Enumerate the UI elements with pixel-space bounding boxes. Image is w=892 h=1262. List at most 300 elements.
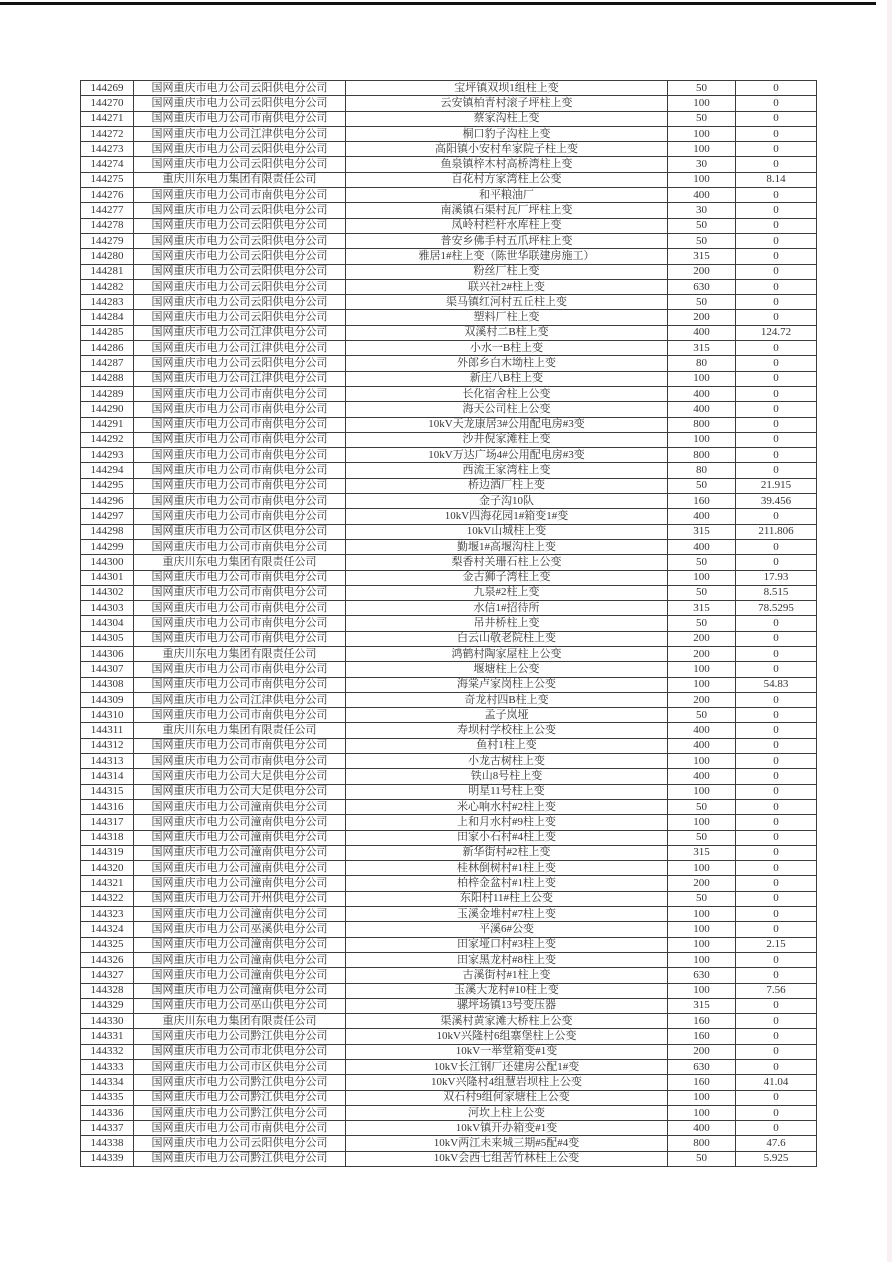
table-row bbox=[81, 708, 817, 723]
cell-company-name: 国网重庆市电力公司巫山供电分公司 bbox=[134, 998, 346, 1013]
cell-value: 2.15 bbox=[736, 937, 817, 952]
cell-value: 0 bbox=[736, 356, 817, 371]
cell-value: 78.5295 bbox=[736, 601, 817, 616]
table-row bbox=[81, 218, 817, 233]
cell-company-name: 国网重庆市电力公司潼南供电分公司 bbox=[134, 845, 346, 860]
cell-value: 0 bbox=[736, 96, 817, 111]
cell-capacity: 100 bbox=[668, 815, 736, 830]
cell-company-name: 国网重庆市电力公司市南供电分公司 bbox=[134, 386, 346, 401]
table-row bbox=[81, 172, 817, 187]
cell-capacity: 50 bbox=[668, 1151, 736, 1166]
cell-value: 0 bbox=[736, 218, 817, 233]
table-row bbox=[81, 646, 817, 661]
cell-capacity: 160 bbox=[668, 494, 736, 509]
cell-transformer-name: 古溪街村#1柱上变 bbox=[346, 968, 668, 983]
cell-value: 0 bbox=[736, 264, 817, 279]
cell-company-name: 重庆川东电力集团有限责任公司 bbox=[134, 723, 346, 738]
cell-record-id: 144275 bbox=[81, 172, 134, 187]
table-row bbox=[81, 448, 817, 463]
cell-company-name: 国网重庆市电力公司潼南供电分公司 bbox=[134, 937, 346, 952]
cell-capacity: 100 bbox=[668, 96, 736, 111]
cell-transformer-name: 九泉#2柱上变 bbox=[346, 585, 668, 600]
cell-company-name: 国网重庆市电力公司大足供电分公司 bbox=[134, 784, 346, 799]
cell-company-name: 国网重庆市电力公司市南供电分公司 bbox=[134, 539, 346, 554]
cell-company-name: 国网重庆市电力公司市南供电分公司 bbox=[134, 111, 346, 126]
cell-record-id: 144333 bbox=[81, 1060, 134, 1075]
cell-value: 0 bbox=[736, 203, 817, 218]
table-row bbox=[81, 142, 817, 157]
table-row bbox=[81, 983, 817, 998]
cell-value: 0 bbox=[736, 998, 817, 1013]
cell-capacity: 200 bbox=[668, 310, 736, 325]
cell-record-id: 144284 bbox=[81, 310, 134, 325]
cell-value: 0 bbox=[736, 126, 817, 141]
cell-transformer-name: 平溪6#公变 bbox=[346, 922, 668, 937]
cell-company-name: 国网重庆市电力公司江津供电分公司 bbox=[134, 692, 346, 707]
cell-capacity: 100 bbox=[668, 677, 736, 692]
cell-transformer-name: 骡坪场镇13号变压器 bbox=[346, 998, 668, 1013]
cell-value: 0 bbox=[736, 249, 817, 264]
cell-record-id: 144318 bbox=[81, 830, 134, 845]
cell-capacity: 630 bbox=[668, 279, 736, 294]
cell-value: 0 bbox=[736, 1090, 817, 1105]
cell-record-id: 144281 bbox=[81, 264, 134, 279]
table-row bbox=[81, 478, 817, 493]
table-row bbox=[81, 356, 817, 371]
cell-transformer-name: 桐口豹子沟柱上变 bbox=[346, 126, 668, 141]
table-row bbox=[81, 188, 817, 203]
cell-record-id: 144302 bbox=[81, 585, 134, 600]
cell-company-name: 国网重庆市电力公司市南供电分公司 bbox=[134, 417, 346, 432]
cell-record-id: 144307 bbox=[81, 662, 134, 677]
table-row bbox=[81, 509, 817, 524]
cell-transformer-name: 10kV会西七组苦竹林柱上公变 bbox=[346, 1151, 668, 1166]
cell-value: 41.04 bbox=[736, 1075, 817, 1090]
table-row bbox=[81, 968, 817, 983]
cell-transformer-name: 小水一B柱上变 bbox=[346, 341, 668, 356]
table-row bbox=[81, 585, 817, 600]
table-row bbox=[81, 555, 817, 570]
cell-company-name: 国网重庆市电力公司市南供电分公司 bbox=[134, 631, 346, 646]
cell-record-id: 144277 bbox=[81, 203, 134, 218]
cell-transformer-name: 粉丝厂柱上变 bbox=[346, 264, 668, 279]
cell-transformer-name: 10kV天龙康居3#公用配电房#3变 bbox=[346, 417, 668, 432]
table-row bbox=[81, 631, 817, 646]
cell-record-id: 144316 bbox=[81, 799, 134, 814]
cell-company-name: 国网重庆市电力公司市南供电分公司 bbox=[134, 601, 346, 616]
cell-company-name: 国网重庆市电力公司巫溪供电分公司 bbox=[134, 922, 346, 937]
cell-record-id: 144299 bbox=[81, 539, 134, 554]
cell-record-id: 144326 bbox=[81, 952, 134, 967]
cell-value: 0 bbox=[736, 922, 817, 937]
cell-value: 8.14 bbox=[736, 172, 817, 187]
cell-capacity: 100 bbox=[668, 922, 736, 937]
page-right-edge-tint bbox=[887, 0, 892, 1262]
table-row bbox=[81, 157, 817, 172]
cell-company-name: 国网重庆市电力公司市南供电分公司 bbox=[134, 494, 346, 509]
cell-record-id: 144279 bbox=[81, 233, 134, 248]
table-body bbox=[81, 81, 817, 1167]
cell-capacity: 160 bbox=[668, 1014, 736, 1029]
cell-transformer-name: 水信1#招待所 bbox=[346, 601, 668, 616]
cell-record-id: 144314 bbox=[81, 769, 134, 784]
cell-value: 0 bbox=[736, 1105, 817, 1120]
cell-capacity: 100 bbox=[668, 952, 736, 967]
cell-record-id: 144327 bbox=[81, 968, 134, 983]
cell-value: 0 bbox=[736, 81, 817, 96]
cell-transformer-name: 铁山8号柱上变 bbox=[346, 769, 668, 784]
cell-capacity: 80 bbox=[668, 463, 736, 478]
cell-transformer-name: 凤岭村栏杆水库柱上变 bbox=[346, 218, 668, 233]
cell-transformer-name: 寿坝村学校柱上公变 bbox=[346, 723, 668, 738]
cell-transformer-name: 孟子岚垭 bbox=[346, 708, 668, 723]
cell-capacity: 100 bbox=[668, 1090, 736, 1105]
cell-transformer-name: 堰塘柱上公变 bbox=[346, 662, 668, 677]
cell-transformer-name: 米心响水村#2柱上变 bbox=[346, 799, 668, 814]
cell-capacity: 30 bbox=[668, 203, 736, 218]
cell-value: 0 bbox=[736, 310, 817, 325]
cell-transformer-name: 双石村9组何家塘柱上公变 bbox=[346, 1090, 668, 1105]
cell-company-name: 国网重庆市电力公司市南供电分公司 bbox=[134, 432, 346, 447]
cell-record-id: 144305 bbox=[81, 631, 134, 646]
cell-value: 0 bbox=[736, 662, 817, 677]
cell-transformer-name: 渠溪村黄家滩大桥柱上公变 bbox=[346, 1014, 668, 1029]
cell-capacity: 100 bbox=[668, 662, 736, 677]
cell-company-name: 国网重庆市电力公司潼南供电分公司 bbox=[134, 876, 346, 891]
cell-value: 0 bbox=[736, 142, 817, 157]
cell-company-name: 国网重庆市电力公司潼南供电分公司 bbox=[134, 983, 346, 998]
table-row bbox=[81, 677, 817, 692]
cell-capacity: 200 bbox=[668, 876, 736, 891]
cell-record-id: 144271 bbox=[81, 111, 134, 126]
table-row bbox=[81, 601, 817, 616]
table-row bbox=[81, 341, 817, 356]
table-row bbox=[81, 1014, 817, 1029]
cell-record-id: 144324 bbox=[81, 922, 134, 937]
cell-value: 211.806 bbox=[736, 524, 817, 539]
cell-company-name: 国网重庆市电力公司市南供电分公司 bbox=[134, 708, 346, 723]
cell-capacity: 315 bbox=[668, 998, 736, 1013]
cell-capacity: 630 bbox=[668, 968, 736, 983]
cell-record-id: 144328 bbox=[81, 983, 134, 998]
table-row bbox=[81, 907, 817, 922]
cell-record-id: 144311 bbox=[81, 723, 134, 738]
cell-capacity: 315 bbox=[668, 341, 736, 356]
cell-record-id: 144306 bbox=[81, 646, 134, 661]
cell-company-name: 国网重庆市电力公司大足供电分公司 bbox=[134, 769, 346, 784]
cell-transformer-name: 联兴社2#柱上变 bbox=[346, 279, 668, 294]
table-row bbox=[81, 754, 817, 769]
cell-company-name: 国网重庆市电力公司市南供电分公司 bbox=[134, 509, 346, 524]
cell-capacity: 315 bbox=[668, 524, 736, 539]
cell-company-name: 国网重庆市电力公司云阳供电分公司 bbox=[134, 279, 346, 294]
cell-value: 0 bbox=[736, 754, 817, 769]
table-row bbox=[81, 570, 817, 585]
cell-record-id: 144310 bbox=[81, 708, 134, 723]
cell-record-id: 144296 bbox=[81, 494, 134, 509]
cell-value: 0 bbox=[736, 539, 817, 554]
cell-record-id: 144339 bbox=[81, 1151, 134, 1166]
table-row bbox=[81, 662, 817, 677]
page-top-edge-line bbox=[0, 2, 876, 5]
cell-capacity: 400 bbox=[668, 539, 736, 554]
cell-value: 0 bbox=[736, 891, 817, 906]
table-row bbox=[81, 815, 817, 830]
cell-capacity: 100 bbox=[668, 126, 736, 141]
cell-company-name: 国网重庆市电力公司云阳供电分公司 bbox=[134, 203, 346, 218]
cell-record-id: 144290 bbox=[81, 402, 134, 417]
cell-company-name: 国网重庆市电力公司市北供电分公司 bbox=[134, 1044, 346, 1059]
cell-transformer-name: 东阳村11#柱上公变 bbox=[346, 891, 668, 906]
cell-transformer-name: 海棠卢家岗柱上公变 bbox=[346, 677, 668, 692]
cell-transformer-name: 鸿鹤村陶家屋柱上公变 bbox=[346, 646, 668, 661]
cell-capacity: 100 bbox=[668, 1105, 736, 1120]
cell-value: 47.6 bbox=[736, 1136, 817, 1151]
cell-record-id: 144300 bbox=[81, 555, 134, 570]
table-row bbox=[81, 784, 817, 799]
cell-transformer-name: 田家小石村#4柱上变 bbox=[346, 830, 668, 845]
cell-capacity: 50 bbox=[668, 295, 736, 310]
cell-value: 0 bbox=[736, 448, 817, 463]
cell-capacity: 800 bbox=[668, 448, 736, 463]
cell-transformer-name: 奇龙村四B柱上变 bbox=[346, 692, 668, 707]
cell-capacity: 200 bbox=[668, 1044, 736, 1059]
table-row bbox=[81, 723, 817, 738]
cell-transformer-name: 10kV镇开办箱变#1变 bbox=[346, 1121, 668, 1136]
cell-record-id: 144280 bbox=[81, 249, 134, 264]
cell-transformer-name: 上和月水村#9柱上变 bbox=[346, 815, 668, 830]
cell-company-name: 国网重庆市电力公司潼南供电分公司 bbox=[134, 952, 346, 967]
table-row bbox=[81, 111, 817, 126]
cell-transformer-name: 白云山敬老院柱上变 bbox=[346, 631, 668, 646]
cell-capacity: 50 bbox=[668, 616, 736, 631]
cell-record-id: 144322 bbox=[81, 891, 134, 906]
cell-company-name: 国网重庆市电力公司黔江供电分公司 bbox=[134, 1151, 346, 1166]
cell-value: 0 bbox=[736, 509, 817, 524]
cell-capacity: 400 bbox=[668, 1121, 736, 1136]
table-row bbox=[81, 799, 817, 814]
cell-record-id: 144329 bbox=[81, 998, 134, 1013]
cell-transformer-name: 小龙古树柱上变 bbox=[346, 754, 668, 769]
cell-value: 0 bbox=[736, 861, 817, 876]
table-row bbox=[81, 371, 817, 386]
table-row bbox=[81, 692, 817, 707]
cell-capacity: 50 bbox=[668, 555, 736, 570]
table-row bbox=[81, 81, 817, 96]
cell-transformer-name: 金古狮子湾柱上变 bbox=[346, 570, 668, 585]
cell-value: 0 bbox=[736, 769, 817, 784]
cell-capacity: 100 bbox=[668, 861, 736, 876]
cell-transformer-name: 田家黑龙村#8柱上变 bbox=[346, 952, 668, 967]
cell-transformer-name: 西流王家湾柱上变 bbox=[346, 463, 668, 478]
cell-value: 0 bbox=[736, 555, 817, 570]
cell-capacity: 50 bbox=[668, 81, 736, 96]
cell-company-name: 国网重庆市电力公司市南供电分公司 bbox=[134, 585, 346, 600]
cell-record-id: 144321 bbox=[81, 876, 134, 891]
cell-record-id: 144325 bbox=[81, 937, 134, 952]
table-row bbox=[81, 264, 817, 279]
table-row bbox=[81, 325, 817, 340]
cell-record-id: 144288 bbox=[81, 371, 134, 386]
cell-value: 0 bbox=[736, 233, 817, 248]
cell-record-id: 144308 bbox=[81, 677, 134, 692]
cell-company-name: 国网重庆市电力公司市区供电分公司 bbox=[134, 1060, 346, 1075]
cell-value: 0 bbox=[736, 1121, 817, 1136]
cell-capacity: 50 bbox=[668, 830, 736, 845]
cell-transformer-name: 吊井桥柱上变 bbox=[346, 616, 668, 631]
cell-value: 0 bbox=[736, 417, 817, 432]
cell-value: 0 bbox=[736, 1029, 817, 1044]
cell-company-name: 国网重庆市电力公司潼南供电分公司 bbox=[134, 968, 346, 983]
cell-record-id: 144278 bbox=[81, 218, 134, 233]
cell-company-name: 国网重庆市电力公司市南供电分公司 bbox=[134, 754, 346, 769]
cell-value: 17.93 bbox=[736, 570, 817, 585]
cell-transformer-name: 百花村方家湾柱上公变 bbox=[346, 172, 668, 187]
cell-transformer-name: 10kV兴隆村4组慧岩坝柱上公变 bbox=[346, 1075, 668, 1090]
cell-company-name: 国网重庆市电力公司开州供电分公司 bbox=[134, 891, 346, 906]
cell-capacity: 400 bbox=[668, 325, 736, 340]
cell-value: 0 bbox=[736, 799, 817, 814]
cell-company-name: 国网重庆市电力公司江津供电分公司 bbox=[134, 371, 346, 386]
cell-value: 0 bbox=[736, 157, 817, 172]
cell-capacity: 200 bbox=[668, 692, 736, 707]
cell-value: 0 bbox=[736, 708, 817, 723]
cell-capacity: 100 bbox=[668, 570, 736, 585]
cell-record-id: 144289 bbox=[81, 386, 134, 401]
cell-company-name: 国网重庆市电力公司云阳供电分公司 bbox=[134, 96, 346, 111]
cell-capacity: 100 bbox=[668, 907, 736, 922]
cell-company-name: 国网重庆市电力公司江津供电分公司 bbox=[134, 325, 346, 340]
table-row bbox=[81, 1105, 817, 1120]
cell-company-name: 国网重庆市电力公司市南供电分公司 bbox=[134, 738, 346, 753]
cell-transformer-name: 10kV四海花园1#箱变1#变 bbox=[346, 509, 668, 524]
table-row bbox=[81, 769, 817, 784]
cell-transformer-name: 鱼泉镇梓木村高桥湾柱上变 bbox=[346, 157, 668, 172]
cell-value: 0 bbox=[736, 952, 817, 967]
cell-capacity: 160 bbox=[668, 1075, 736, 1090]
cell-transformer-name: 高阳镇小安村牟家院子柱上变 bbox=[346, 142, 668, 157]
cell-transformer-name: 10kV万达广场4#公用配电房#3变 bbox=[346, 448, 668, 463]
cell-transformer-name: 10kV一举堂箱变#1变 bbox=[346, 1044, 668, 1059]
cell-capacity: 200 bbox=[668, 631, 736, 646]
cell-transformer-name: 和平粮油厂 bbox=[346, 188, 668, 203]
cell-record-id: 144337 bbox=[81, 1121, 134, 1136]
cell-company-name: 国网重庆市电力公司市南供电分公司 bbox=[134, 463, 346, 478]
table-row bbox=[81, 386, 817, 401]
cell-capacity: 100 bbox=[668, 784, 736, 799]
table-row bbox=[81, 876, 817, 891]
cell-capacity: 100 bbox=[668, 371, 736, 386]
cell-capacity: 80 bbox=[668, 356, 736, 371]
cell-value: 0 bbox=[736, 646, 817, 661]
cell-record-id: 144286 bbox=[81, 341, 134, 356]
cell-company-name: 国网重庆市电力公司市南供电分公司 bbox=[134, 662, 346, 677]
cell-value: 0 bbox=[736, 1060, 817, 1075]
cell-value: 8.515 bbox=[736, 585, 817, 600]
cell-transformer-name: 10kV两江未来城三期#5配#4变 bbox=[346, 1136, 668, 1151]
cell-capacity: 30 bbox=[668, 157, 736, 172]
table-row bbox=[81, 830, 817, 845]
cell-company-name: 国网重庆市电力公司市区供电分公司 bbox=[134, 524, 346, 539]
cell-value: 0 bbox=[736, 371, 817, 386]
cell-record-id: 144294 bbox=[81, 463, 134, 478]
cell-record-id: 144313 bbox=[81, 754, 134, 769]
cell-value: 0 bbox=[736, 386, 817, 401]
cell-transformer-name: 宝坪镇双坝1组柱上变 bbox=[346, 81, 668, 96]
cell-value: 0 bbox=[736, 616, 817, 631]
cell-value: 0 bbox=[736, 692, 817, 707]
cell-company-name: 国网重庆市电力公司潼南供电分公司 bbox=[134, 799, 346, 814]
cell-capacity: 100 bbox=[668, 432, 736, 447]
table-row bbox=[81, 96, 817, 111]
cell-value: 0 bbox=[736, 815, 817, 830]
table-row bbox=[81, 126, 817, 141]
cell-record-id: 144293 bbox=[81, 448, 134, 463]
table-row bbox=[81, 1075, 817, 1090]
cell-transformer-name: 塑料厂柱上变 bbox=[346, 310, 668, 325]
cell-transformer-name: 云安镇柏青村滚子坪柱上变 bbox=[346, 96, 668, 111]
cell-company-name: 国网重庆市电力公司云阳供电分公司 bbox=[134, 264, 346, 279]
cell-transformer-name: 长化宿舍柱上公变 bbox=[346, 386, 668, 401]
cell-value: 0 bbox=[736, 1044, 817, 1059]
cell-transformer-name: 新华街村#2柱上变 bbox=[346, 845, 668, 860]
cell-capacity: 315 bbox=[668, 249, 736, 264]
cell-company-name: 国网重庆市电力公司云阳供电分公司 bbox=[134, 157, 346, 172]
cell-company-name: 国网重庆市电力公司黔江供电分公司 bbox=[134, 1105, 346, 1120]
cell-value: 0 bbox=[736, 188, 817, 203]
cell-value: 54.83 bbox=[736, 677, 817, 692]
table-row bbox=[81, 279, 817, 294]
cell-value: 0 bbox=[736, 968, 817, 983]
cell-capacity: 400 bbox=[668, 738, 736, 753]
table-row bbox=[81, 845, 817, 860]
cell-transformer-name: 海天公司柱上公变 bbox=[346, 402, 668, 417]
cell-value: 0 bbox=[736, 111, 817, 126]
cell-company-name: 国网重庆市电力公司云阳供电分公司 bbox=[134, 142, 346, 157]
cell-company-name: 重庆川东电力集团有限责任公司 bbox=[134, 1014, 346, 1029]
cell-record-id: 144287 bbox=[81, 356, 134, 371]
table-row bbox=[81, 432, 817, 447]
cell-company-name: 国网重庆市电力公司云阳供电分公司 bbox=[134, 295, 346, 310]
cell-value: 124.72 bbox=[736, 325, 817, 340]
cell-value: 0 bbox=[736, 631, 817, 646]
cell-capacity: 800 bbox=[668, 417, 736, 432]
table-row bbox=[81, 249, 817, 264]
cell-capacity: 50 bbox=[668, 111, 736, 126]
cell-record-id: 144298 bbox=[81, 524, 134, 539]
table-row bbox=[81, 233, 817, 248]
table-row bbox=[81, 738, 817, 753]
cell-record-id: 144319 bbox=[81, 845, 134, 860]
cell-capacity: 400 bbox=[668, 188, 736, 203]
cell-transformer-name: 雅居1#柱上变（陈世华联建房施工） bbox=[346, 249, 668, 264]
cell-record-id: 144273 bbox=[81, 142, 134, 157]
cell-transformer-name: 河坎上柱上公变 bbox=[346, 1105, 668, 1120]
cell-company-name: 国网重庆市电力公司黔江供电分公司 bbox=[134, 1075, 346, 1090]
cell-capacity: 400 bbox=[668, 723, 736, 738]
cell-company-name: 国网重庆市电力公司云阳供电分公司 bbox=[134, 310, 346, 325]
cell-capacity: 200 bbox=[668, 646, 736, 661]
cell-transformer-name: 桂林倒树村#1柱上变 bbox=[346, 861, 668, 876]
cell-capacity: 400 bbox=[668, 769, 736, 784]
cell-record-id: 144317 bbox=[81, 815, 134, 830]
cell-record-id: 144282 bbox=[81, 279, 134, 294]
cell-record-id: 144283 bbox=[81, 295, 134, 310]
cell-company-name: 重庆川东电力集团有限责任公司 bbox=[134, 555, 346, 570]
cell-value: 0 bbox=[736, 1014, 817, 1029]
cell-capacity: 50 bbox=[668, 218, 736, 233]
table-row bbox=[81, 1151, 817, 1166]
